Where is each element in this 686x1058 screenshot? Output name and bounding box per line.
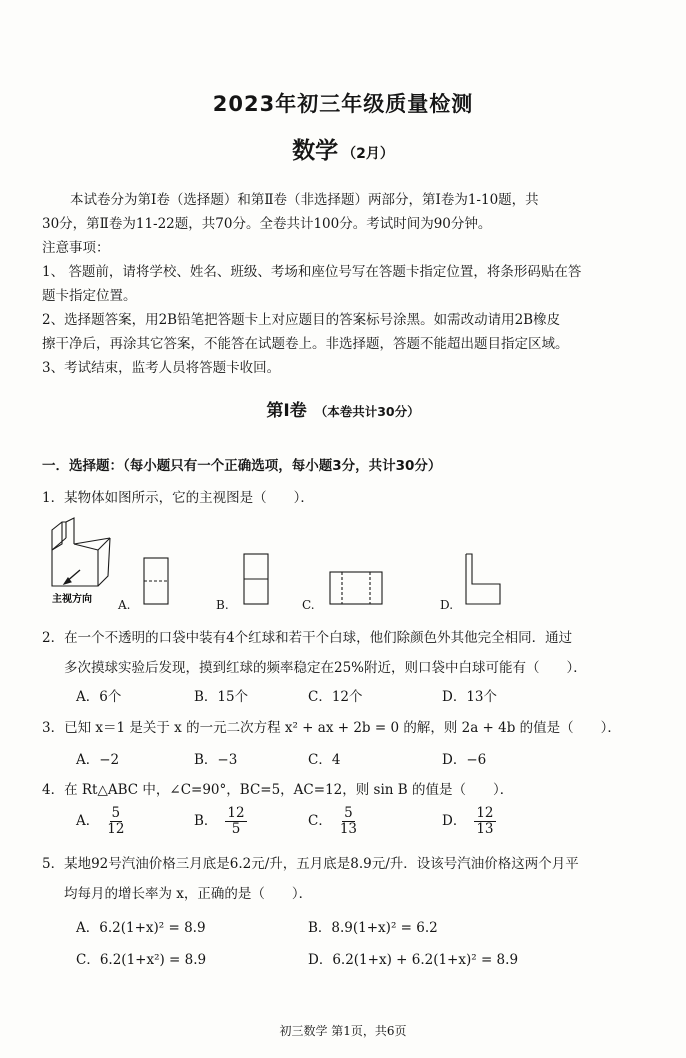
q1-option-c: C. xyxy=(302,598,315,612)
q1-solid-figure xyxy=(40,516,120,608)
q4-option-c-letter: C． xyxy=(308,813,332,829)
part-heading xyxy=(42,454,441,474)
q4-option-d-letter: D． xyxy=(442,813,467,829)
q2-option-c: C．12个 xyxy=(308,689,363,705)
q4-option-b-letter: B． xyxy=(194,813,218,829)
q5-option-d: D．6.2(1+x) + 6.2(1+x)² = 8.9 xyxy=(308,952,519,968)
notice-item-1-line-1: 1、 答题前，请将学校、姓名、班级、考场和座位号写在答题卡指定位置，将条形码贴在答 xyxy=(42,264,582,280)
q1-option-d-figure xyxy=(460,552,510,608)
q5-option-b: B．8.9(1+x)² = 6.2 xyxy=(308,920,438,936)
q4-option-d-denominator: 13 xyxy=(476,821,494,837)
q3-option-c: C．4 xyxy=(308,752,341,768)
section-heading xyxy=(0,396,686,421)
q5-option-a: A．6.2(1+x)² = 8.9 xyxy=(76,920,206,936)
q1-option-c-figure xyxy=(326,570,388,608)
notice-item-2-line-2: 擦干净后，再涂其它答案，不能答在试题卷上。非选择题，答题不能超出题目指定区域。 xyxy=(42,336,569,352)
notice-item-1-line-2: 题卡指定位置。 xyxy=(42,288,137,304)
q4-option-d-numerator: 12 xyxy=(476,805,494,821)
notice-item-2-line-1: 2、选择题答案，用2B铅笔把答题卡上对应题目的答案标号涂黑。如需改动请用2B橡皮 xyxy=(42,312,561,328)
notice-heading: 注意事项： xyxy=(42,240,110,256)
exam-subject xyxy=(0,132,686,165)
q4-option-a-fraction xyxy=(107,806,124,837)
q3-option-d: D．−6 xyxy=(442,752,487,768)
q3-option-b: B．−3 xyxy=(194,752,238,768)
q4-option-a-letter: A． xyxy=(76,813,100,829)
q4-option-a-numerator: 5 xyxy=(111,805,121,821)
question-5-stem-line-1: 5．某地92号汽油价格三月底是6.2元/升，五月底是8.9元/升．设该号汽油价格这两个月平 xyxy=(42,856,579,872)
intro-line-2: 30分，第Ⅱ卷为11-22题，共70分。全卷共计100分。考试时间为90分钟。 xyxy=(42,216,492,232)
q1-figure-label: 主视方向 xyxy=(52,594,92,605)
q4-option-a xyxy=(76,806,124,837)
page-footer: 初三数学 第1页，共6页 xyxy=(279,1024,407,1038)
exam-title: 2023年初三年级质量检测 xyxy=(212,92,474,116)
q1-option-a-figure xyxy=(140,556,172,608)
q2-option-a: A．6个 xyxy=(76,689,122,705)
q4-option-b-numerator: 12 xyxy=(227,805,245,821)
q4-option-c-fraction xyxy=(340,806,357,837)
q4-option-c-denominator: 13 xyxy=(339,821,358,837)
q5-option-c: C．6.2(1+x²) = 8.9 xyxy=(76,952,207,968)
question-1-stem: 1．某物体如图所示，它的主视图是（ ）． xyxy=(42,490,314,506)
q4-option-a-denominator: 12 xyxy=(107,821,125,837)
q4-option-c-numerator: 5 xyxy=(344,805,353,821)
q1-option-b-figure xyxy=(240,552,272,608)
section-note: （本卷共计30分） xyxy=(314,404,420,419)
part-note: （每小题只有一个正确选项，每小题3分，共计30分） xyxy=(123,458,442,474)
intro-line-1: 本试卷分为第Ⅰ卷（选择题）和第Ⅱ卷（非选择题）两部分，第Ⅰ卷为1-10题，共 xyxy=(70,192,539,208)
q2-option-b: B．15个 xyxy=(194,689,249,705)
q1-option-b: B. xyxy=(216,598,229,612)
question-3-stem: 3．已知 x＝1 是关于 x 的一元二次方程 x² + ax + 2b = 0 的解，则 2a + 4b 的值是（ ）． xyxy=(42,720,621,736)
question-4-stem: 4．在 Rt△ABC 中，∠C=90°，BC=5，AC=12，则 sin B 的值是（ ）． xyxy=(42,782,514,798)
question-5-stem-line-2: 均每月的增长率为 x，正确的是（ ）． xyxy=(64,886,313,902)
q4-option-b-denominator: 5 xyxy=(231,821,241,837)
q4-option-b xyxy=(194,806,247,837)
section-title: 第Ⅰ卷 xyxy=(266,401,307,421)
q4-option-d xyxy=(442,806,496,837)
question-2-stem-line-1: 2．在一个不透明的口袋中装有4个红球和若干个白球，他们除颜色外其他完全相同．通过 xyxy=(42,630,573,646)
subject-name: 数学 xyxy=(292,138,339,164)
q1-option-a: A. xyxy=(118,598,131,612)
q4-option-c xyxy=(308,806,357,837)
notice-item-3: 3、考试结束，监考人员将答题卡收回。 xyxy=(42,360,281,376)
subject-month: （2月） xyxy=(342,146,394,162)
q2-option-d: D．13个 xyxy=(442,689,498,705)
question-2-stem-line-2: 多次摸球实验后发现，摸到红球的频率稳定在25%附近，则口袋中白球可能有（ ）． xyxy=(64,660,587,676)
q3-option-a: A．−2 xyxy=(76,752,120,768)
q4-option-b-fraction xyxy=(225,806,246,837)
part-title: 一．选择题： xyxy=(42,458,123,474)
q1-option-d: D. xyxy=(440,598,454,612)
q4-option-d-fraction xyxy=(474,806,495,837)
